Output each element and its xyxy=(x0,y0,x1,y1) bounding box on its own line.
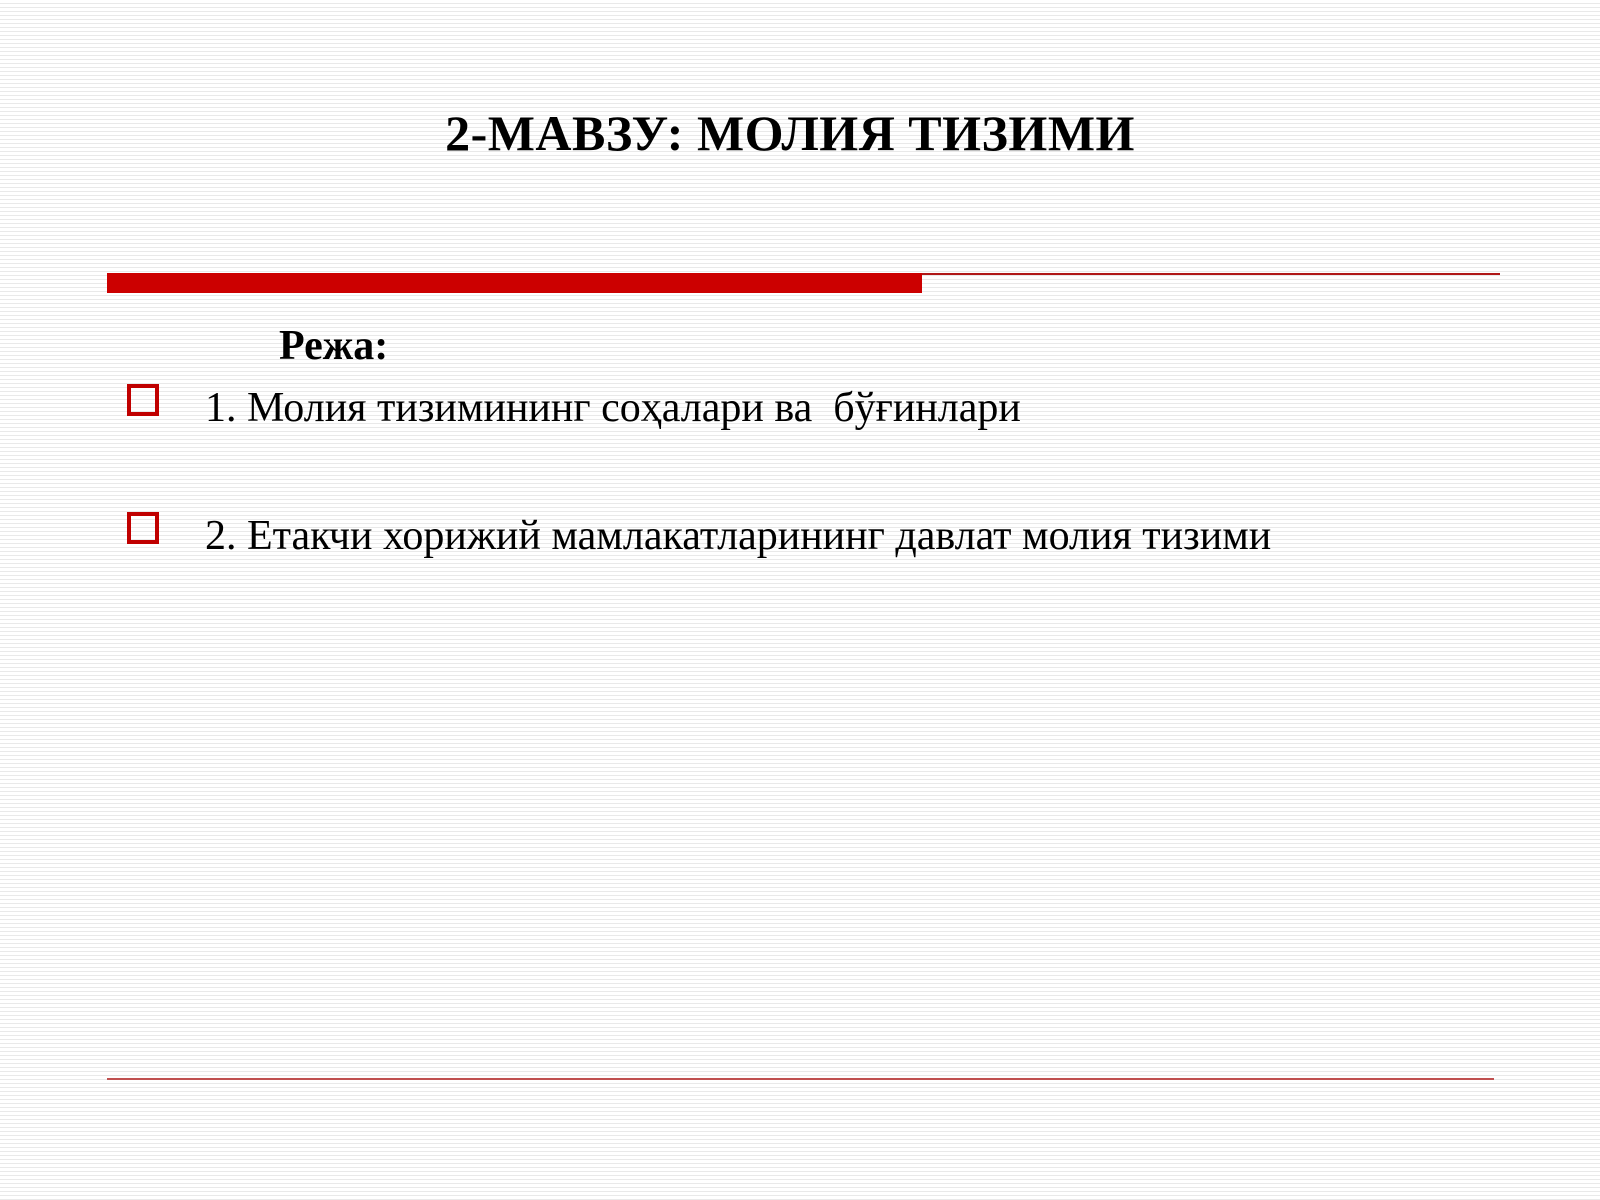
hollow-square-icon xyxy=(127,384,159,416)
footer-divider xyxy=(107,1078,1494,1080)
list-item xyxy=(0,382,1560,442)
list-item-text: 1. Молия тизимининг соҳалари ва бўғинлари xyxy=(205,385,1021,431)
title-underline-thick xyxy=(107,273,922,293)
list-item-text: 2. Етакчи хорижий мамлакатларининг давлат молия тизими xyxy=(205,513,1272,559)
plan-heading: Режа: xyxy=(279,323,389,369)
hollow-square-icon xyxy=(127,512,159,544)
slide-title: 2-МАВЗУ: МОЛИЯ ТИЗИМИ xyxy=(445,105,1135,161)
list-item xyxy=(0,510,1560,570)
title-underline-thin xyxy=(922,273,1500,275)
